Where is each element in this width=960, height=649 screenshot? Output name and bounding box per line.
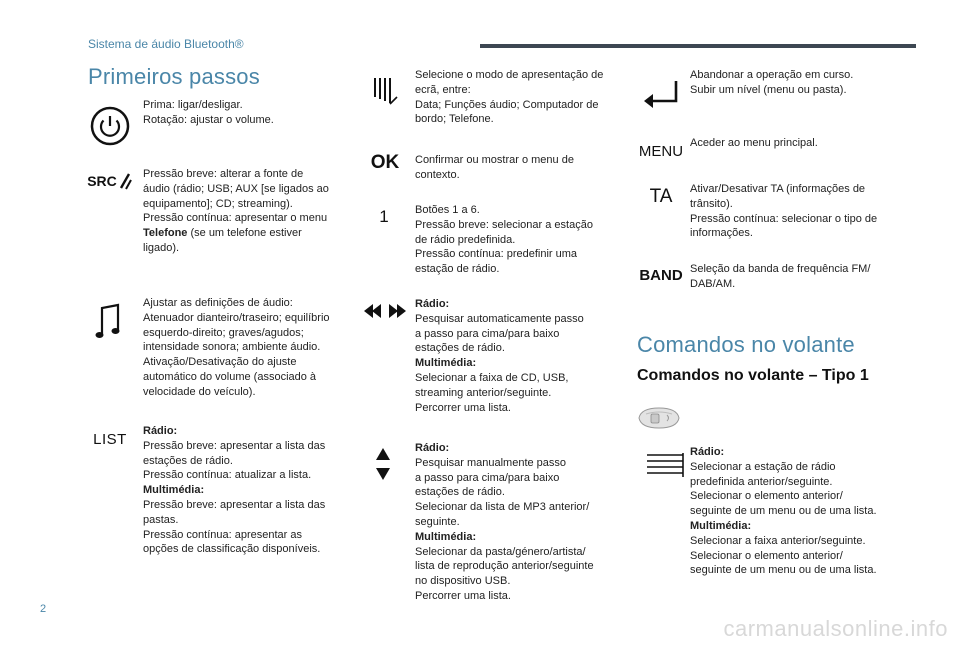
seek-description: Rádio: Pesquisar automaticamente passo a passo para cima/para baixo estações de rádio. Multimédia: Selecionar a faixa de CD, USB, streaming anterior/seguinte. Percorrer uma lista. — [415, 298, 584, 414]
band-icon: BAND — [639, 266, 683, 284]
audio-settings-description: Ajustar as definições de áudio: Atenuador dianteiro/traseiro; equilíbrio esquerdo-direito; graves/agudos; intensidade sonora; ambiente áudio. Ativação/Desativação do ajuste automático do volume (associado à velocidade do veículo). — [143, 297, 330, 398]
up-down-arrows-icon — [372, 446, 394, 482]
steering-control-description: Rádio: Selecionar a estação de rádio predefinida anterior/seguinte. Selecionar o elemento anterior/ seguinte de um menu ou de uma lista. Multimédia: Selecionar a faixa anterior/seguinte. Selecionar o elemento anterior/ seguinte de um menu ou de uma lista. — [690, 446, 877, 577]
watermark: carmanualsonline.info — [723, 616, 948, 641]
list-description: Rádio: Pressão breve: apresentar a lista das estações de rádio. Pressão contínua: atualizar a lista. Multimédia: Pressão breve: apresentar a lista das pastas. Pressão contínua: apresentar as opções de classificação disponíveis. — [143, 425, 326, 556]
seek-arrows-icon — [361, 302, 409, 320]
ta-icon: TA — [649, 186, 673, 207]
power-icon — [88, 104, 132, 148]
preset-button-icon: 1 — [379, 207, 389, 226]
section-heading-primeiros-passos: Primeiros passos — [88, 64, 260, 89]
menu-description: Aceder ao menu principal. — [690, 137, 818, 149]
ok-icon: OK — [370, 152, 400, 173]
section-heading-comandos-volante: Comandos no volante — [637, 332, 855, 357]
page-number: 2 — [40, 603, 47, 615]
music-note-icon — [90, 300, 126, 344]
src-description: Pressão breve: alterar a fonte de áudio (rádio; USB; AUX [se ligados ao equipamento]; CD; streaming). Pressão contínua: apresentar o menu Telefone (se um telefone estiver ligado). — [143, 168, 329, 254]
list-icon: LIST — [93, 430, 127, 448]
display-mode-icon — [367, 74, 403, 108]
preset-description: Botões 1 a 6. Pressão breve: selecionar a estação de rádio predefinida. Pressão contínua: predefinir uma estação de rádio. — [415, 204, 593, 276]
back-arrow-icon — [640, 76, 684, 112]
subheading-tipo-1: Comandos no volante – Tipo 1 — [637, 367, 869, 384]
power-description: Prima: ligar/desligar. Rotação: ajustar o volume. — [143, 99, 274, 126]
header-title: Sistema de áudio Bluetooth® — [88, 37, 244, 51]
ok-description: Confirmar ou mostrar o menu de contexto. — [415, 154, 574, 181]
manual-seek-description: Rádio: Pesquisar manualmente passo a passo para cima/para baixo estações de rádio. Selecionar da lista de MP3 anterior/ seguinte. Multimédia: Selecionar da pasta/género/artista/ lista de reprodução anterior/seguinte no dispositivo USB. Percorrer uma lista. — [415, 442, 594, 602]
display-mode-description: Selecione o modo de apresentação de ecrã, entre: Data; Funções áudio; Computador de bordo; Telefone. — [415, 69, 604, 126]
header-divider — [480, 44, 916, 48]
ta-description: Ativar/Desativar TA (informações de trânsito). Pressão contínua: selecionar o tipo de informações. — [690, 183, 878, 240]
src-phone-icon: SRC — [86, 170, 134, 192]
menu-icon: MENU — [638, 142, 684, 160]
steering-control-icon — [636, 405, 682, 431]
band-description: Seleção da banda de frequência FM/ DAB/AM. — [690, 263, 871, 290]
steering-wheel-lines-icon — [642, 450, 688, 480]
back-description: Abandonar a operação em curso. Subir um nível (menu ou pasta). — [690, 69, 854, 96]
